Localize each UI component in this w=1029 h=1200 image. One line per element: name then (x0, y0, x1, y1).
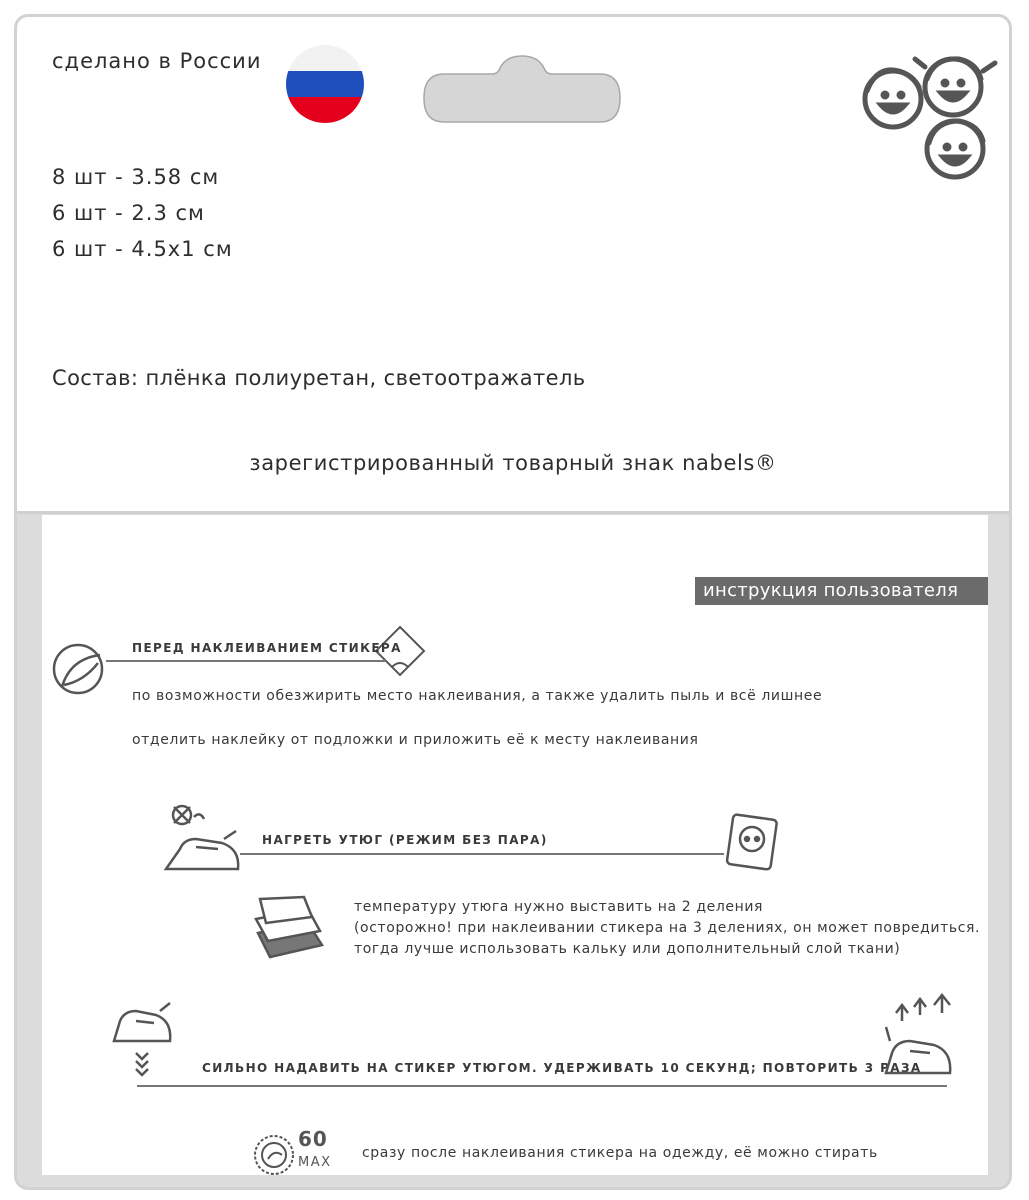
size-line-1: 8 шт - 3.58 см (52, 165, 220, 189)
step2-title: НАГРЕТЬ УТЮГ (РЕЖИМ БЕЗ ПАРА) (262, 833, 548, 847)
step2-text-1: температуру утюга нужно выставить на 2 деления (354, 899, 764, 915)
composition-label: Состав: плёнка полиуретан, светоотражатель (52, 366, 586, 390)
step3-line (137, 1085, 947, 1087)
hang-hole-icon (422, 54, 622, 124)
washing-icon (252, 1133, 296, 1177)
step2-text-3: тогда лучше использовать кальку или дополнительный слой ткани) (354, 941, 901, 957)
wash-max-label: MAX (298, 1155, 332, 1170)
step1-text-1: по возможности обезжирить место наклеивания, а также удалить пыль и всё лишнее (132, 688, 823, 704)
iron-press-icon (110, 997, 174, 1081)
package-frame (14, 14, 1012, 1190)
trademark-label: зарегистрированный товарный знак nabels® (249, 451, 777, 475)
step4-text: сразу после наклеивания стикера на одежду, её можно стирать (362, 1145, 878, 1161)
step2-text-2: (осторожно! при наклеивании стикера на 3 делениях, он может повредиться. (354, 920, 981, 936)
made-in-label: сделано в России (52, 49, 262, 73)
size-line-2: 6 шт - 2.3 см (52, 201, 205, 225)
power-socket-icon (722, 811, 782, 871)
iron-lift-icon (882, 993, 954, 1079)
step3-title: СИЛЬНО НАДАВИТЬ НА СТИКЕР УТЮГОМ. УДЕРЖИВАТЬ 10 СЕКУНД; ПОВТОРИТЬ 3 РАЗА (202, 1061, 922, 1075)
step1-line (106, 660, 386, 662)
package-top-card (17, 17, 1009, 514)
step1-title: ПЕРЕД НАКЛЕИВАНИЕМ СТИКЕРА (132, 641, 402, 655)
surface-icon (50, 641, 106, 697)
russia-flag-icon (285, 44, 365, 124)
wash-temp-label: 60 (298, 1127, 328, 1151)
fabric-layers-icon (248, 893, 328, 963)
instructions-card (42, 515, 988, 1175)
step2-line (240, 853, 724, 855)
size-line-3: 6 шт - 4.5x1 см (52, 237, 233, 261)
step1-text-2: отделить наклейку от подложки и приложить её к месту наклеивания (132, 732, 699, 748)
iron-no-steam-icon (162, 803, 244, 875)
kids-faces-icon (855, 37, 1000, 187)
manual-tag: инструкция пользователя (695, 577, 988, 605)
